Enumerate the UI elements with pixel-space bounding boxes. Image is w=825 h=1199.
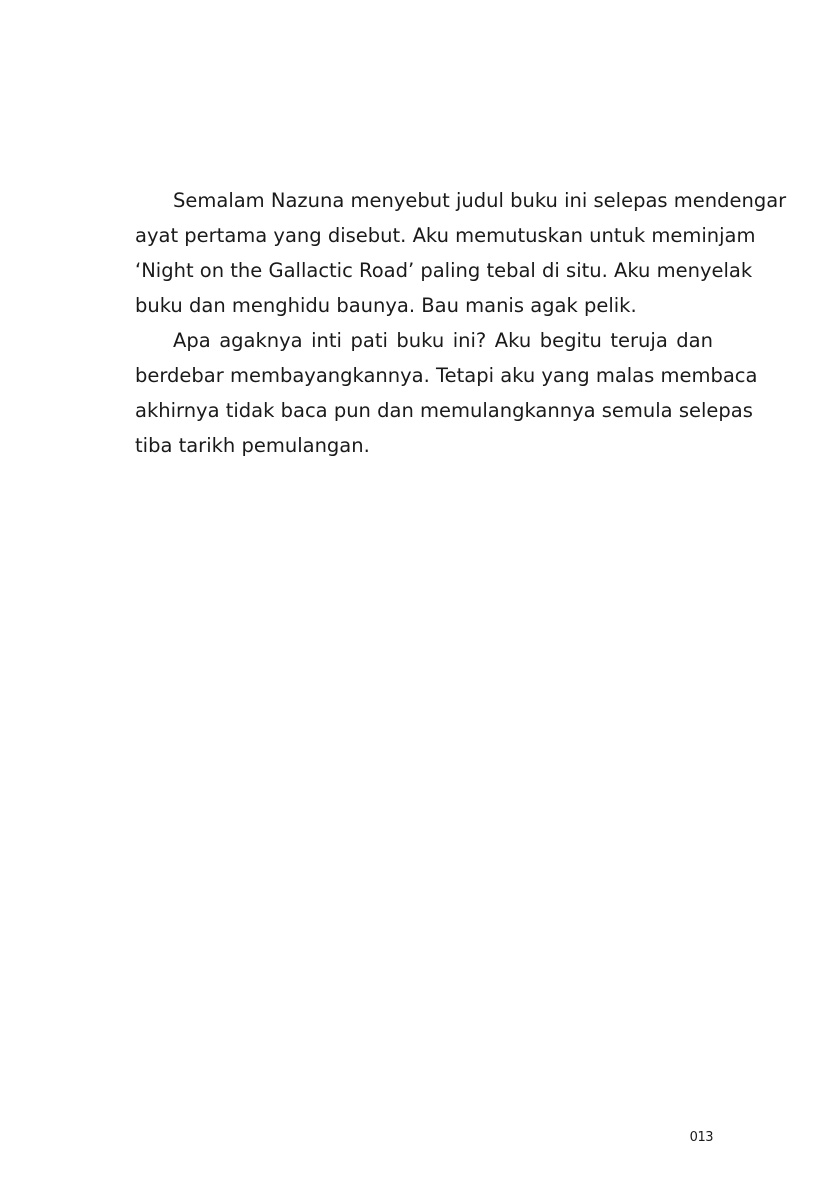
text-line: akhirnya tidak baca pun dan memulangkannya semula selepas: [135, 399, 753, 422]
text-line: ‘Night on the Gallactic Road’ paling tebal di situ. Aku menyelak: [135, 259, 753, 282]
text-line: ayat pertama yang disebut. Aku memutuskan untuk meminjam: [135, 224, 756, 247]
text-line: tiba tarikh pemulangan.: [135, 434, 370, 457]
text-line: Semalam Nazuna menyebut judul buku ini selepas mendengar: [173, 189, 787, 212]
paragraph-1: [135, 183, 787, 323]
page-number: 013: [689, 1130, 713, 1145]
text-line: Apa agaknya inti pati buku ini? Aku begitu teruja dan: [173, 329, 713, 352]
body-text: [135, 183, 787, 463]
text-line: buku dan menghidu baunya. Bau manis agak pelik.: [135, 294, 637, 317]
text-line: berdebar membayangkannya. Tetapi aku yang malas membaca: [135, 364, 758, 387]
paragraph-2: [135, 323, 758, 463]
